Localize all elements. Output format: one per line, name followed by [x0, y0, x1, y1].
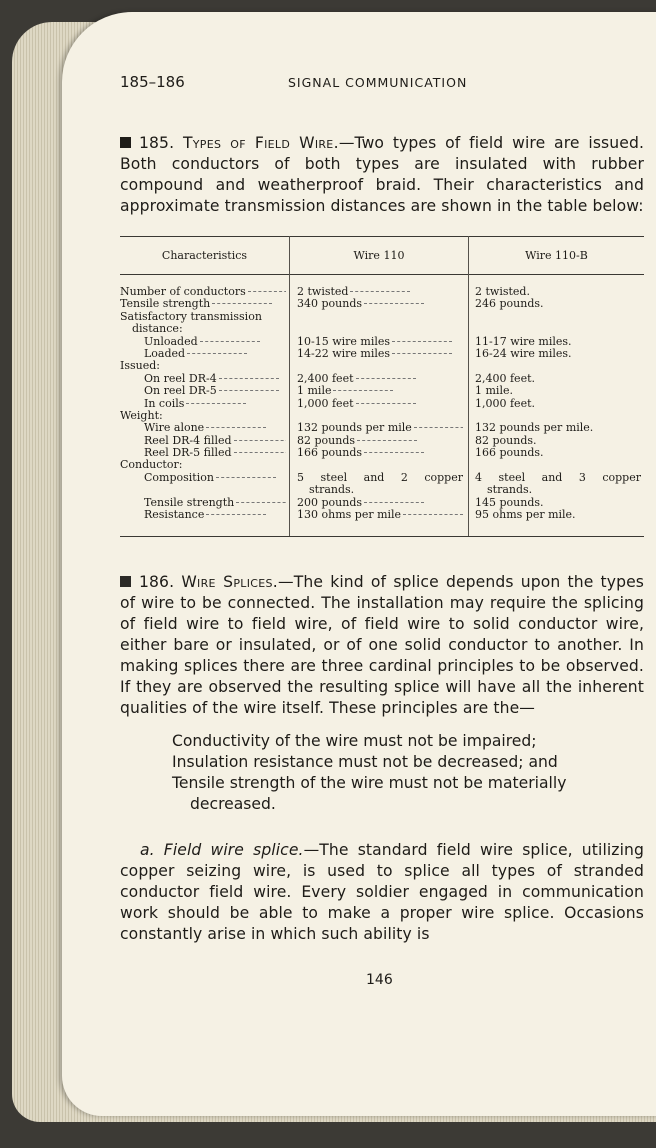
- cell: 2,400 feet: [297, 373, 463, 385]
- field-wire-table: [120, 236, 644, 538]
- row-label: On reel DR-4: [120, 373, 286, 385]
- row-label: Reel DR-5 filled: [120, 447, 286, 459]
- cell: strands.: [487, 484, 533, 497]
- header-characteristics: Characteristics: [161, 249, 248, 262]
- row-label: Composition: [120, 472, 286, 484]
- wire-110b-column: [475, 286, 643, 521]
- principle-item: Tensile strength of the wire must not be materially decreased.: [172, 774, 567, 813]
- page-content: [120, 0, 650, 1148]
- section-186-number: 186.: [139, 572, 175, 591]
- section-title: SIGNAL COMMUNICATION: [288, 75, 468, 90]
- cell: 82 pounds.: [475, 434, 537, 447]
- cell: 11-17 wire miles.: [475, 335, 572, 348]
- paragraph-185: [120, 133, 644, 217]
- cell: 145 pounds.: [475, 496, 544, 509]
- cell: 1 mile: [297, 385, 463, 397]
- principles-list: [172, 731, 642, 815]
- cell: 130 ohms per mile: [297, 509, 463, 521]
- row-label: Tensile strength: [120, 298, 286, 310]
- header-wire-110: Wire 110: [353, 249, 405, 262]
- row-label: Unloaded: [120, 336, 286, 348]
- table-top-rule: [120, 236, 644, 237]
- square-marker-icon: [120, 576, 131, 587]
- cell: 166 pounds: [297, 447, 463, 459]
- row-label: Reel DR-4 filled: [120, 435, 286, 447]
- running-head: [120, 73, 645, 95]
- cell: 82 pounds: [297, 435, 463, 447]
- table-column-divider: [468, 236, 469, 536]
- section-185-text: —Two types of field wire are issued. Both conductors of both types are insulated with rubber compound and weatherproof braid. Their characteristics and approximate transmission distances are shown in the table below:: [120, 133, 644, 215]
- row-label: Resistance: [120, 509, 286, 521]
- row-label: Weight:: [120, 409, 163, 422]
- section-186-text: —The kind of splice depends upon the types of wire to be connected. The installation may require the splicing of field wire to field wire, of field wire to solid conductor wire, either bare or insulated, or of one solid conductor to another. In making splices there are three cardinal principles to be observed. If they are observed the resulting splice will have all the inherent qualities of the wire itself. These principles are the—: [120, 572, 645, 717]
- square-marker-icon: [120, 137, 131, 148]
- cell: 340 pounds: [297, 298, 463, 310]
- cell: 1,000 feet.: [475, 397, 535, 410]
- cell: 132 pounds per mile: [297, 422, 463, 434]
- subsection-a-label: a. Field wire splice.: [140, 840, 304, 859]
- row-label: distance:: [132, 323, 183, 336]
- cell: 166 pounds.: [475, 447, 544, 460]
- cell: 1 mile.: [475, 385, 513, 398]
- cell: 95 ohms per mile.: [475, 509, 576, 522]
- cell: 200 pounds: [297, 497, 463, 509]
- row-label: Number of conductors: [120, 286, 286, 298]
- header-wire-110b: Wire 110-B: [525, 249, 588, 262]
- table-column-divider: [289, 236, 290, 536]
- page-number: 146: [366, 972, 393, 988]
- principle-item: Conductivity of the wire must not be impaired;: [172, 732, 537, 750]
- row-label: Tensile strength: [120, 497, 286, 509]
- cell: 16-24 wire miles.: [475, 347, 572, 360]
- cell: 246 pounds.: [475, 298, 544, 311]
- row-label: Loaded: [120, 348, 286, 360]
- page-range: 185–186: [120, 73, 185, 91]
- cell: 5 steel and 2 copper: [297, 471, 463, 484]
- cell: 4 steel and 3 copper: [475, 471, 641, 484]
- subsection-a-text: —The standard field wire splice, utilizing copper seizing wire, is used to splice all types of stranded conductor field wire. Every soldier engaged in communication work should be able to make a proper wire splice. Occasions constantly arise in which such ability is: [120, 840, 645, 943]
- paragraph-186: [120, 572, 644, 719]
- cell: 14-22 wire miles: [297, 348, 463, 360]
- cell: 2 twisted: [297, 286, 463, 298]
- characteristics-column: [120, 286, 286, 521]
- cell: 1,000 feet: [297, 398, 463, 410]
- table-bottom-rule: [120, 536, 644, 537]
- wire-110-column: [297, 286, 463, 521]
- section-186-heading: Wire Splices.: [181, 572, 279, 591]
- row-label: On reel DR-5: [120, 385, 286, 397]
- table-header-rule: [120, 274, 644, 275]
- row-label: Wire alone: [120, 422, 286, 434]
- cell: 10-15 wire miles: [297, 336, 463, 348]
- section-185-heading: Types of Field Wire.: [182, 133, 339, 152]
- cell: strands.: [309, 484, 355, 497]
- cell: 132 pounds per mile.: [475, 422, 594, 435]
- cell: 2,400 feet.: [475, 372, 535, 385]
- row-label: In coils: [120, 398, 286, 410]
- section-185-number: 185.: [139, 133, 175, 152]
- row-label: Issued:: [120, 360, 160, 373]
- paragraph-a: [120, 840, 644, 945]
- principle-item: Insulation resistance must not be decreased; and: [172, 753, 558, 771]
- cell: 2 twisted.: [475, 286, 530, 298]
- row-label: Conductor:: [120, 459, 183, 472]
- row-label: Satisfactory transmission: [120, 310, 262, 323]
